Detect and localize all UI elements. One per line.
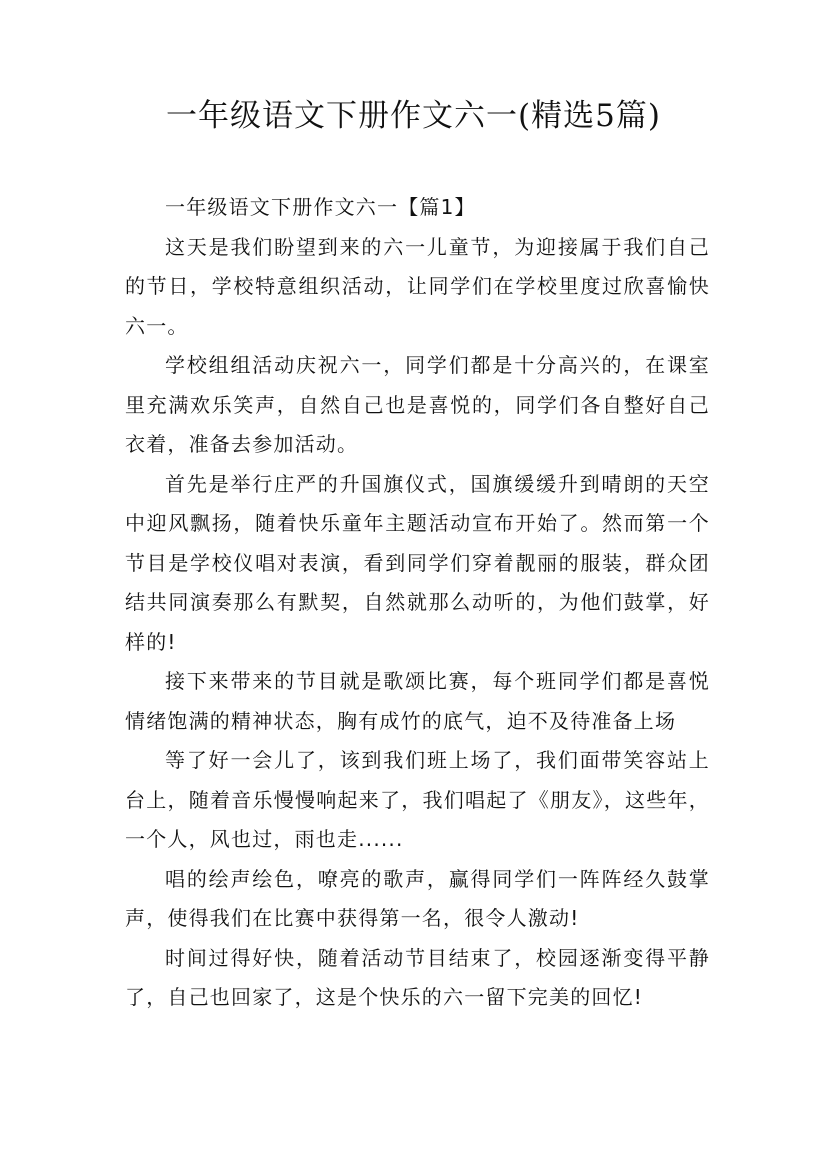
section-heading: 一年级语文下册作文六一【篇1】	[165, 195, 476, 219]
document-title: 一年级语文下册作文六一(精选5篇)	[166, 98, 661, 134]
document-body	[125, 188, 710, 1018]
paragraph: 首先是举行庄严的升国旗仪式，国旗缓缓升到晴朗的天空中迎风飘扬，随着快乐童年主题活动宣布开始了。然而第一个节目是学校仪唱对表演，看到同学们穿着靓丽的服装，群众团结共同演奏那么有默契，自然就那么动听的，为他们鼓掌，好样的!	[125, 471, 710, 654]
paragraph: 这天是我们盼望到来的六一儿童节，为迎接属于我们自己的节日，学校特意组织活动，让同学们在学校里度过欣喜愉快六一。	[125, 234, 710, 338]
paragraph: 学校组组活动庆祝六一，同学们都是十分高兴的，在课室里充满欢乐笑声，自然自己也是喜悦的，同学们各自整好自己衣着，准备去参加活动。	[125, 353, 710, 456]
paragraph: 唱的绘声绘色，嘹亮的歌声，赢得同学们一阵阵经久鼓掌声，使得我们在比赛中获得第一名，很令人激动!	[125, 866, 710, 930]
paragraph: 时间过得好快，随着活动节目结束了，校园逐渐变得平静了，自己也回家了，这是个快乐的六一留下完美的回忆!	[125, 945, 710, 1009]
paragraph: 接下来带来的节目就是歌颂比赛，每个班同学们都是喜悦情绪饱满的精神状态，胸有成竹的底气，迫不及待准备上场	[125, 669, 710, 733]
paragraph: 等了好一会儿了，该到我们班上场了，我们面带笑容站上台上，随着音乐慢慢响起来了，我们唱起了《朋友》，这些年，一个人，风也过，雨也走......	[125, 748, 710, 851]
